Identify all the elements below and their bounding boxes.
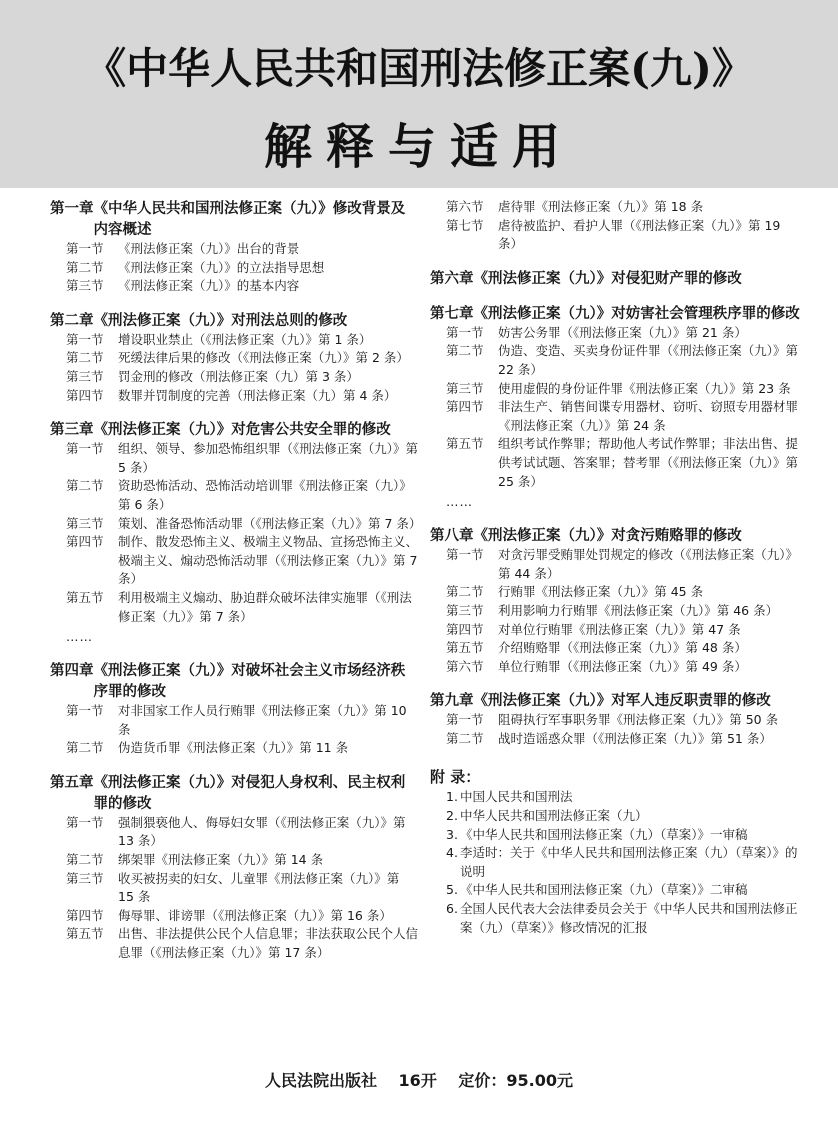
section-number: 第五节 — [66, 926, 104, 942]
toc-section — [50, 349, 418, 368]
toc-section — [50, 440, 418, 477]
section-title: 资助恐怖活动、恐怖活动培训罪《刑法修正案（九）》第 6 条） — [118, 478, 412, 512]
book-title: 《中华人民共和国刑法修正案(九)》 — [84, 44, 754, 93]
section-title: 《刑法修正案（九）》的立法指导思想 — [118, 259, 325, 275]
chapter-heading — [50, 772, 418, 814]
chapter-heading — [430, 525, 800, 546]
chapter-number: 第一章 — [50, 200, 94, 217]
section-number: 第四节 — [66, 907, 104, 923]
section-number: 第六节 — [446, 199, 484, 214]
chapter-heading — [430, 268, 800, 289]
toc-chapter — [50, 198, 418, 296]
toc-section — [50, 277, 418, 296]
chapter-heading — [50, 419, 418, 440]
section-number: 第一节 — [66, 331, 104, 347]
section-number: 第一节 — [446, 547, 484, 563]
book-format: 16开 — [398, 1071, 437, 1090]
appendix-item-text: 《中华人民共和国刑法修正案（九）（草案）》一审稿 — [460, 826, 748, 842]
appendix-item-number: 4. — [446, 845, 458, 861]
chapter-title: 《刑法修正案（九）》对刑法总则的修改 — [93, 311, 348, 329]
toc-section — [50, 387, 418, 406]
right-chapters — [430, 268, 800, 749]
section-number: 第五节 — [446, 436, 484, 452]
section-number: 第七节 — [446, 217, 484, 233]
toc-section — [430, 198, 800, 217]
toc-section — [50, 851, 418, 870]
section-number: 第一节 — [66, 241, 104, 256]
toc-chapter — [430, 525, 800, 676]
section-title: 《刑法修正案（九）》的基本内容 — [118, 278, 300, 294]
toc-section — [50, 240, 418, 259]
section-title: 组织考试作弊罪；帮助他人考试作弊罪；非法出售、提供考试试题、答案罪；替考罪（《刑法修正案（九）》第 25 条） — [498, 436, 799, 489]
section-number: 第二节 — [66, 852, 104, 868]
toc-section — [430, 639, 800, 658]
section-title: 使用虚假的身份证件罪《刑法修正案（九）》第 23 条 — [498, 380, 791, 396]
toc-right-column — [430, 198, 800, 937]
toc-section — [50, 702, 418, 739]
toc-chapter — [50, 660, 418, 758]
section-number: 第三节 — [66, 515, 104, 531]
section-title: 虐待罪《刑法修正案（九）》第 18 条 — [498, 199, 704, 214]
section-title: 对非国家工作人员行贿罪《刑法修正案（九）》第 10 条 — [118, 703, 407, 737]
chapter-number: 第四章 — [50, 662, 94, 680]
section-title: 介绍贿赂罪（《刑法修正案（九）》第 48 条） — [498, 640, 747, 656]
appendix-item-number: 3. — [446, 826, 458, 842]
chapter-number: 第三章 — [50, 421, 94, 439]
toc-section — [50, 368, 418, 387]
section-title: 增设职业禁止（《刑法修正案（九）》第 1 条） — [118, 331, 372, 347]
chapter-title: 《刑法修正案（九）》对侵犯人身权利、民主权利罪的修改 — [93, 773, 406, 812]
toc-section — [50, 477, 418, 514]
section-title: 伪造、变造、买卖身份证件罪（《刑法修正案（九）》第 22 条） — [498, 343, 799, 377]
chapter-heading — [430, 690, 800, 711]
chapter-number: 第六章 — [430, 269, 474, 287]
section-title: 伪造货币罪《刑法修正案（九）》第 11 条 — [118, 740, 349, 756]
section-number: 第四节 — [446, 621, 484, 637]
chapter-number: 第二章 — [50, 311, 94, 329]
appendix-item-text: 《中华人民共和国刑法修正案（九）（草案）》二审稿 — [460, 882, 748, 898]
appendix-item-text: 中华人民共和国刑法修正案（九） — [460, 808, 648, 824]
toc-section — [50, 739, 418, 758]
toc-section — [430, 621, 800, 640]
toc-section — [430, 398, 800, 435]
toc-chapter — [430, 303, 800, 511]
section-title: 侮辱罪、诽谤罪（《刑法修正案（九）》第 16 条） — [118, 907, 392, 923]
toc-chapter — [50, 419, 422, 646]
section-number: 第三节 — [66, 368, 104, 384]
section-number: 第二节 — [446, 730, 484, 746]
chapter-heading — [50, 198, 418, 240]
section-title: 收买被拐卖的妇女、儿童罪《刑法修正案（九）》第 15 条 — [118, 870, 400, 905]
book-subtitle: 解释与适用 — [263, 119, 574, 175]
section-title: 死缓法律后果的修改（《刑法修正案（九）》第 2 条） — [118, 350, 409, 366]
section-number: 第一节 — [446, 712, 484, 728]
section-title: 制作、散发恐怖主义、极端主义物品、宣扬恐怖主义、极端主义、煽动恐怖活动罪（《刑法修正案（九）》第 7 条） — [118, 534, 419, 587]
section-number: 第五节 — [66, 589, 104, 605]
chapter-number: 第九章 — [430, 692, 474, 710]
section-title: 出售、非法提供公民个人信息罪；非法获取公民个人信息罪（《刑法修正案（九）》第 17 条） — [118, 926, 419, 961]
chapter-heading — [50, 660, 418, 702]
chapter-title: 《刑法修正案（九）》对妨害社会管理秩序罪的修改 — [473, 304, 800, 322]
toc-section — [430, 435, 800, 491]
toc-section — [430, 217, 800, 254]
section-title: 利用影响力行贿罪《刑法修正案（九）》第 46 条） — [498, 602, 779, 618]
toc-section — [50, 331, 418, 350]
toc-section — [50, 533, 418, 589]
appendix-item — [430, 844, 800, 881]
appendix-item-number: 1. — [446, 789, 458, 805]
section-number: 第四节 — [446, 399, 484, 415]
appendix-item — [430, 900, 800, 937]
more-sections-ellipsis: …… — [66, 629, 93, 645]
toc-section — [50, 925, 418, 962]
price: 定价：95.00元 — [458, 1071, 574, 1090]
toc-section — [50, 907, 418, 926]
chapter-title: 《刑法修正案（九）》对破坏社会主义市场经济秩序罪的修改 — [93, 662, 406, 701]
publisher: 人民法院出版社 — [264, 1071, 377, 1090]
toc-chapter — [430, 690, 800, 748]
toc-section — [430, 342, 800, 379]
toc-chapter — [430, 268, 800, 289]
section-number: 第一节 — [446, 324, 484, 340]
chapter-heading — [50, 310, 418, 331]
appendix-item-text: 中国人民共和国刑法 — [460, 789, 573, 805]
section-number: 第五节 — [446, 640, 484, 656]
section-title: 强制猥亵他人、侮辱妇女罪（《刑法修正案（九）》第 13 条） — [118, 814, 406, 849]
section-number: 第三节 — [66, 870, 104, 886]
section-number: 第三节 — [446, 602, 484, 618]
chapter-title: 《刑法修正案（九）》对侵犯财产罪的修改 — [473, 269, 742, 287]
section-title: 妨害公务罪（《刑法修正案（九）》第 21 条） — [498, 324, 747, 340]
toc-section — [50, 589, 418, 626]
section-title: 虐待被监护、看护人罪（《刑法修正案（九）》第 19 条） — [498, 217, 781, 252]
title-banner — [0, 0, 838, 188]
chapter-number: 第八章 — [430, 527, 474, 545]
toc-left-column — [50, 198, 422, 963]
toc-section — [50, 814, 418, 851]
appendix-item-number: 5. — [446, 882, 458, 898]
toc-chapter — [50, 772, 418, 963]
section-title: 单位行贿罪（《刑法修正案（九）》第 49 条） — [498, 658, 747, 674]
appendix-item — [430, 807, 800, 826]
chapter-title: 《中华人民共和国刑法修正案（九）》修改背景及内容概述 — [93, 200, 406, 238]
appendix-title: 附 录： — [430, 768, 481, 787]
toc-section — [430, 730, 800, 749]
section-number: 第二节 — [66, 350, 104, 366]
appendix-item — [430, 788, 800, 807]
section-number: 第二节 — [446, 584, 484, 600]
section-number: 第四节 — [66, 387, 104, 403]
section-title: 阻碍执行军事职务罪《刑法修正案（九）》第 50 条 — [498, 712, 779, 728]
toc-section — [50, 259, 418, 278]
chapter-title: 《刑法修正案（九）》对军人违反职责罪的修改 — [473, 692, 771, 710]
appendix-item-text: 李适时：关于《中华人民共和国刑法修正案（九）（草案）》的说明 — [460, 845, 798, 879]
appendix — [430, 766, 800, 937]
section-title: 行贿罪《刑法修正案（九）》第 45 条 — [498, 584, 704, 600]
chapter-title: 《刑法修正案（九）》对危害公共安全罪的修改 — [93, 421, 391, 439]
section-number: 第一节 — [66, 703, 104, 719]
section-title: 《刑法修正案（九）》出台的背景 — [118, 241, 300, 256]
toc-section — [430, 380, 800, 399]
section-number: 第一节 — [66, 814, 104, 830]
chapter-title: 《刑法修正案（九）》对贪污贿赂罪的修改 — [473, 527, 742, 545]
toc-section — [430, 324, 800, 343]
publication-info — [0, 1068, 838, 1091]
appendix-item-number: 2. — [446, 808, 458, 824]
appendix-list — [430, 788, 800, 937]
section-title: 罚金刑的修改（刑法修正案（九）第 3 条） — [118, 368, 359, 384]
section-title: 利用极端主义煽动、胁迫群众破坏法律实施罪（《刑法修正案（九）》第 7 条） — [118, 589, 412, 624]
section-number: 第二节 — [66, 259, 104, 275]
section-number: 第二节 — [446, 343, 484, 359]
section-title: 非法生产、销售间谍专用器材、窃听、窃照专用器材罪《刑法修正案（九）》第 24 条 — [498, 399, 799, 433]
section-number: 第三节 — [66, 278, 104, 294]
toc-section — [430, 583, 800, 602]
chapter-number: 第七章 — [430, 304, 474, 322]
section-number: 第四节 — [66, 534, 104, 550]
appendix-item — [430, 826, 800, 845]
section-title: 策划、准备恐怖活动罪（《刑法修正案（九）》第 7 条） — [118, 515, 422, 531]
section-title: 数罪并罚制度的完善（刑法修正案（九）第 4 条） — [118, 387, 397, 403]
section-number: 第三节 — [446, 380, 484, 396]
section-title: 对贪污罪受贿罪处罚规定的修改（《刑法修正案（九）》第 44 条） — [498, 547, 799, 581]
section-number: 第二节 — [66, 740, 104, 756]
toc-section — [430, 546, 800, 583]
appendix-item-number: 6. — [446, 901, 458, 917]
appendix-item — [430, 881, 800, 900]
more-sections-ellipsis: …… — [446, 494, 473, 510]
section-title: 对单位行贿罪《刑法修正案（九）》第 47 条 — [498, 621, 741, 637]
toc-section — [430, 602, 800, 621]
section-number: 第一节 — [66, 441, 104, 457]
section-title: 组织、领导、参加恐怖组织罪（《刑法修正案（九）》第 5 条） — [118, 441, 419, 475]
toc-section — [430, 711, 800, 730]
toc-section — [50, 515, 422, 534]
appendix-item-text: 全国人民代表大会法律委员会关于《中华人民共和国刑法修正案（九）（草案）》修改情况的汇报 — [460, 901, 798, 935]
section-number: 第六节 — [446, 658, 484, 674]
section-title: 绑架罪《刑法修正案（九）》第 14 条 — [118, 852, 324, 868]
toc-chapter — [50, 310, 418, 405]
section-title: 战时造谣惑众罪（《刑法修正案（九）》第 51 条） — [498, 730, 772, 746]
chapter-number: 第五章 — [50, 773, 94, 791]
toc-section — [50, 870, 418, 907]
section-number: 第二节 — [66, 478, 104, 494]
toc-section — [430, 658, 800, 677]
chapter-heading — [430, 303, 800, 324]
continued-sections — [430, 198, 800, 254]
